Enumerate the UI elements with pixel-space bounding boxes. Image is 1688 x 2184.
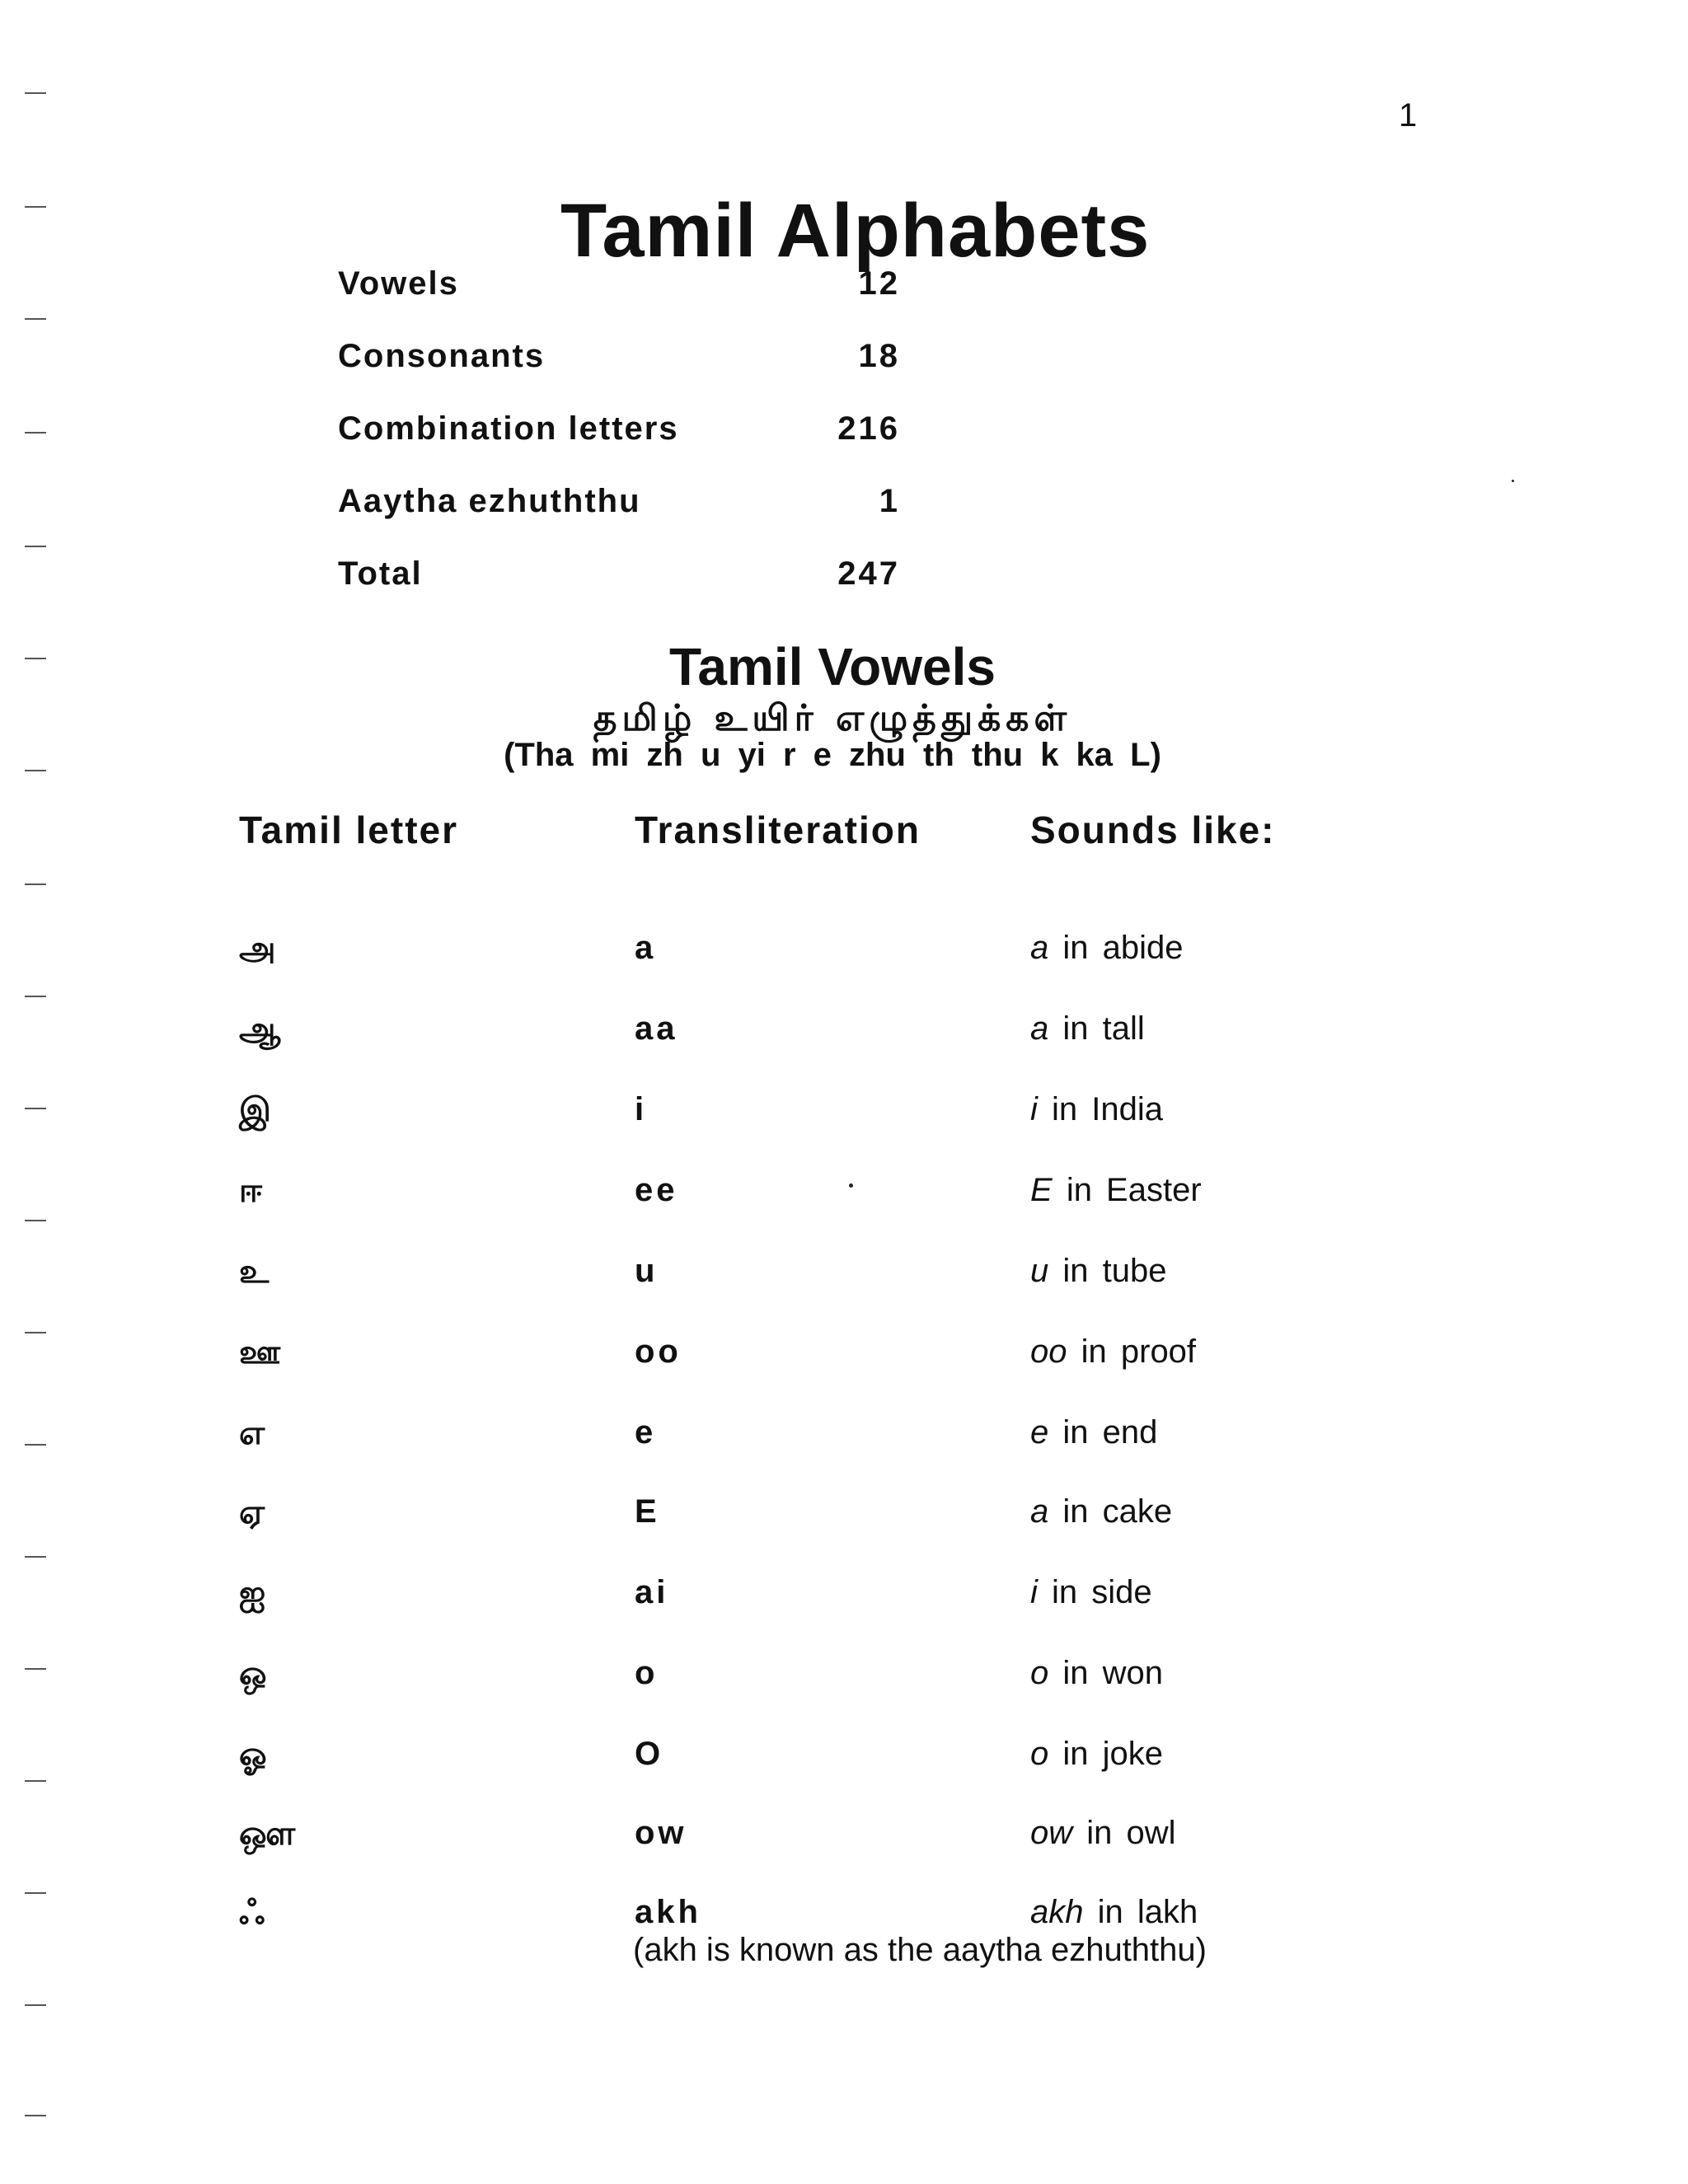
- transliteration: u: [635, 1253, 659, 1289]
- sound-key: a: [1030, 1010, 1049, 1047]
- margin-mark: [25, 1444, 46, 1446]
- sound-example: in Easter: [1066, 1172, 1202, 1208]
- transliteration: oo: [635, 1333, 682, 1370]
- tamil-letter: ஐ: [239, 1574, 266, 1612]
- sound-key: u: [1030, 1253, 1049, 1289]
- sound-example: in proof: [1081, 1333, 1197, 1370]
- summary-label: Aaytha ezhuththu: [338, 483, 641, 519]
- margin-mark: [25, 996, 46, 997]
- sounds-like: [1030, 1010, 1145, 1047]
- column-header-transliteration: Transliteration: [635, 808, 921, 851]
- summary-value: 12: [858, 265, 900, 302]
- sound-example: in cake: [1062, 1493, 1173, 1530]
- scan-speck: [1512, 480, 1514, 482]
- tamil-letter: உ: [239, 1253, 270, 1291]
- sound-example: in owl: [1086, 1815, 1176, 1851]
- tamil-section-heading: தமிழ் உயிர் எழுத்துக்கள்: [593, 697, 1072, 739]
- scan-speck: [849, 1183, 853, 1188]
- margin-mark: [25, 1220, 46, 1221]
- summary-label: Combination letters: [338, 410, 679, 447]
- transliteration: akh: [635, 1894, 701, 1930]
- margin-mark: [25, 770, 46, 771]
- margin-mark: [25, 206, 46, 208]
- margin-mark: [25, 318, 46, 320]
- sound-example: in tube: [1062, 1253, 1167, 1289]
- sound-key: e: [1030, 1414, 1049, 1451]
- sound-key: E: [1030, 1172, 1053, 1208]
- margin-mark: [25, 1332, 46, 1333]
- margin-mark: [25, 883, 46, 885]
- transliteration: o: [635, 1655, 659, 1691]
- sound-key: i: [1030, 1091, 1038, 1127]
- sound-key: oo: [1030, 1333, 1067, 1370]
- margin-mark: [25, 1780, 46, 1782]
- section-title: Tamil Vowels: [669, 637, 996, 696]
- margin-mark: [25, 1556, 46, 1558]
- transliteration: i: [635, 1091, 648, 1127]
- tamil-letter: ஃ: [239, 1894, 265, 1932]
- margin-mark: [25, 658, 46, 659]
- sounds-like: [1030, 1253, 1166, 1290]
- transliteration: ee: [635, 1172, 678, 1208]
- sounds-like: [1030, 1091, 1163, 1128]
- sound-key: a: [1030, 1493, 1049, 1530]
- sound-key: ow: [1030, 1815, 1073, 1851]
- sound-key: o: [1030, 1736, 1049, 1772]
- tamil-letter: ஈ: [239, 1172, 263, 1210]
- sounds-like: [1030, 1414, 1157, 1451]
- margin-mark: [25, 1892, 46, 1894]
- transliteration: ow: [635, 1815, 687, 1851]
- tamil-letter: எ: [239, 1414, 265, 1452]
- sound-key: o: [1030, 1655, 1049, 1691]
- transliterated-section-heading: (Tha mi zh u yi r e zhu th thu k ka L): [504, 737, 1161, 773]
- transliteration: ai: [635, 1574, 669, 1610]
- sound-key: a: [1030, 930, 1049, 966]
- sounds-like: [1030, 1574, 1152, 1611]
- sound-example: in end: [1062, 1414, 1158, 1451]
- tamil-letter: ஆ: [239, 1010, 281, 1048]
- sounds-like: [1030, 1736, 1163, 1773]
- transliteration: e: [635, 1414, 657, 1451]
- tamil-letter: இ: [239, 1091, 271, 1129]
- margin-mark: [25, 1108, 46, 1109]
- tamil-letter: ஒ: [239, 1655, 267, 1693]
- summary-value: 247: [837, 555, 900, 592]
- sound-example: in abide: [1062, 930, 1184, 966]
- sound-example: in lakh: [1097, 1894, 1198, 1930]
- tamil-letter: ஊ: [239, 1333, 281, 1371]
- sound-example: in side: [1052, 1574, 1152, 1610]
- sounds-like: [1030, 1172, 1202, 1209]
- tamil-letter: அ: [239, 930, 276, 968]
- sound-example: in tall: [1062, 1010, 1145, 1047]
- sounds-like: [1030, 1493, 1172, 1530]
- transliteration: aa: [635, 1010, 678, 1047]
- margin-mark: [25, 1668, 46, 1670]
- transliteration: a: [635, 930, 657, 966]
- margin-mark: [25, 92, 46, 94]
- page-number: 1: [1399, 97, 1418, 134]
- sound-key: i: [1030, 1574, 1038, 1610]
- sounds-like: [1030, 1655, 1163, 1692]
- summary-value: 216: [837, 410, 900, 447]
- sounds-like: [1030, 930, 1184, 967]
- summary-label: Vowels: [338, 265, 459, 302]
- sounds-like: [1030, 1815, 1176, 1852]
- margin-mark: [25, 2004, 46, 2006]
- sound-example: in won: [1062, 1655, 1163, 1691]
- summary-label: Total: [338, 555, 423, 592]
- sounds-like: [1030, 1333, 1196, 1371]
- column-header-sounds-like: Sounds like:: [1030, 808, 1276, 851]
- sound-example: in joke: [1062, 1736, 1163, 1772]
- page-title: Tamil Alphabets: [560, 189, 1151, 273]
- margin-mark: [25, 2115, 46, 2116]
- tamil-letter: ஓ: [239, 1736, 267, 1774]
- summary-label: Consonants: [338, 338, 546, 374]
- tamil-letter: ஔ: [239, 1815, 296, 1853]
- sound-example: in India: [1052, 1091, 1163, 1127]
- aaytha-note: (akh is known as the aaytha ezhuththu): [633, 1932, 1207, 1968]
- summary-value: 1: [879, 483, 900, 519]
- summary-value: 18: [858, 338, 900, 374]
- margin-mark: [25, 546, 46, 547]
- sounds-like: [1030, 1894, 1198, 1931]
- transliteration: E: [635, 1493, 660, 1530]
- tamil-letter: ஏ: [239, 1493, 265, 1531]
- sound-key: akh: [1030, 1894, 1084, 1930]
- margin-mark: [25, 432, 46, 434]
- column-header-tamil-letter: Tamil letter: [239, 808, 458, 851]
- transliteration: O: [635, 1736, 664, 1772]
